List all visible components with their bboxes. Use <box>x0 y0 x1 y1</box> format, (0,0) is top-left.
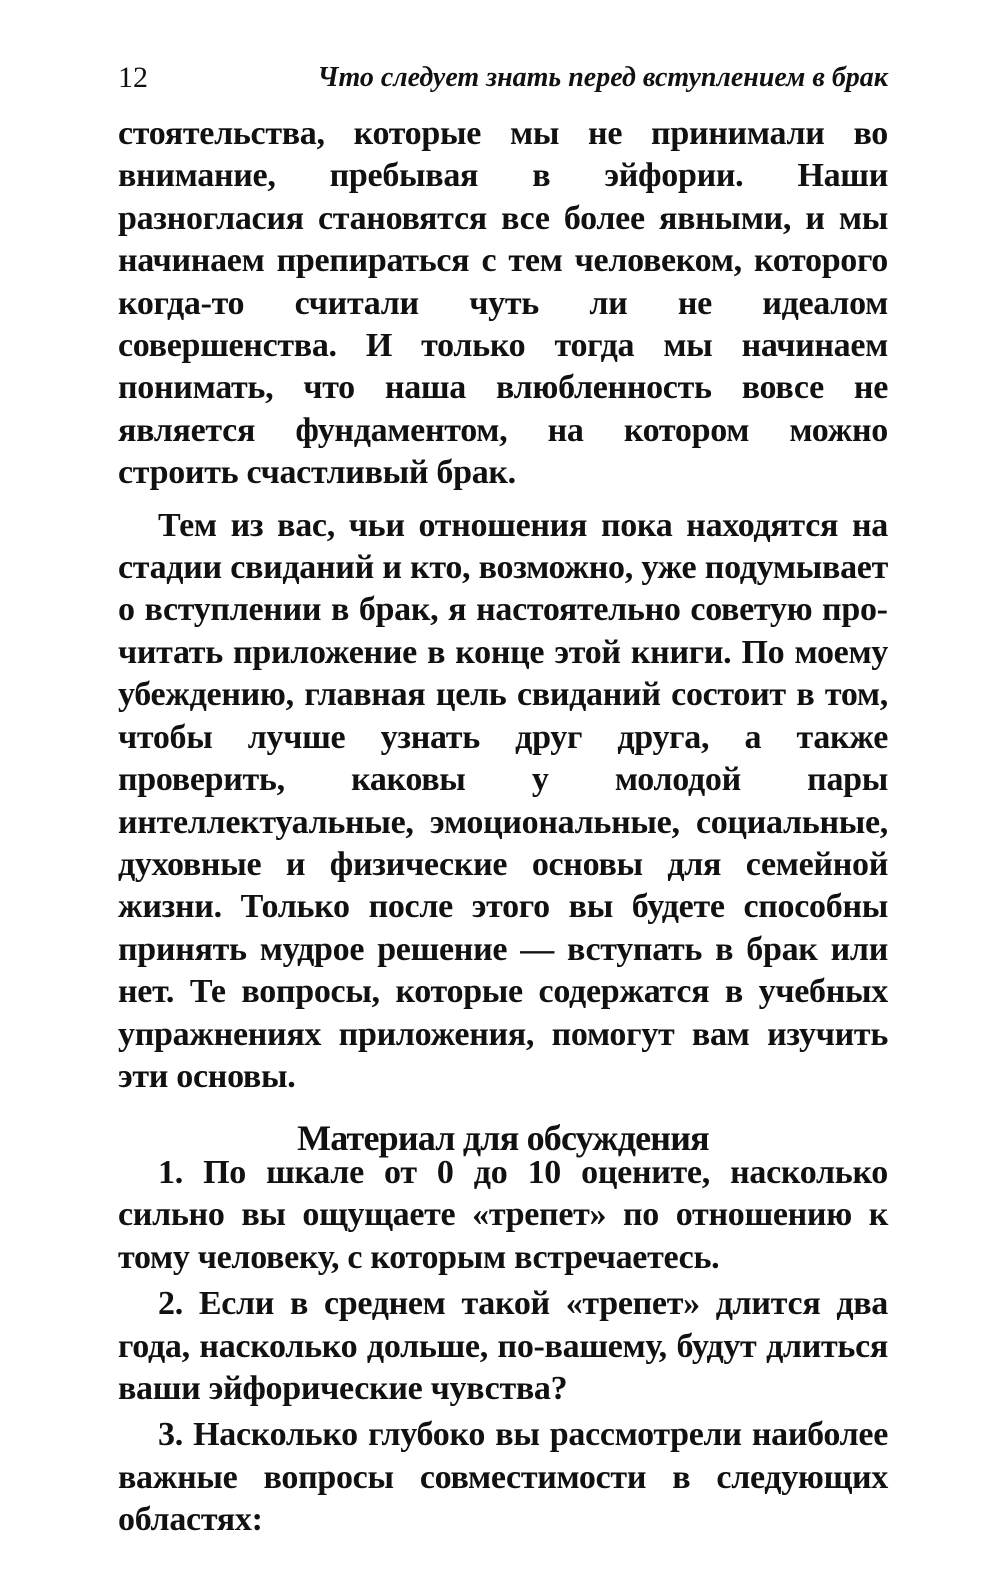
running-head <box>118 58 888 98</box>
discussion-list <box>118 1152 888 1542</box>
discussion-item-2: 2. Если в среднем такой «трепет» длится два года, насколько дольше, по-вашему, будут длиться ваши эйфорические чувства? <box>118 1285 888 1408</box>
body-text <box>118 113 888 1098</box>
section-title-discussion: Материал для обсуждения <box>297 1117 709 1158</box>
discussion-item-1: 1. По шкале от 0 до 10 оцените, насколько сильно вы ощущаете «трепет» по отношению к тому человеку, с которым встречаетесь. <box>118 1154 888 1276</box>
discussion-item-3: 3. Насколько глубоко вы рассмотрели наиболее важные вопросы совместимости в следующих областях: <box>118 1416 888 1539</box>
paragraph-continuation: стоятельства, которые мы не принимали во внимание, пребывая в эйфории. Наши разногласия становятся все более явными, и мы начинаем препираться с тем человеком, которого когда-то считали чуть ли не идеалом совершенства. И только тогда мы начинаем понимать, что наша влюбленность вовсе не является фундаментом, на котором можно строить счастливый брак. <box>118 115 888 492</box>
running-title: Что следует знать перед вступлением в брак <box>317 62 888 93</box>
page-number: 12 <box>118 61 148 94</box>
paragraph-advice: Тем из вас, чьи отношения пока находятся на стадии свиданий и кто, возможно, уже подумывает о вступлении в брак, я настоятельно советую прочитать приложение в конце этой книги. По моему убеждению, главная цель свиданий состоит в том, чтобы лучше узнать друг друга, а также проверить, каковы у молодой пары интеллектуальные, эмоциональные, социальные, духовные и физические основы для семейной жизни. Только после этого вы будете способны принять мудрое решение — вступать в брак или нет. Те вопросы, которые содержатся в учебных упражнениях приложения, помогут вам изучить эти основы. <box>118 506 888 1095</box>
